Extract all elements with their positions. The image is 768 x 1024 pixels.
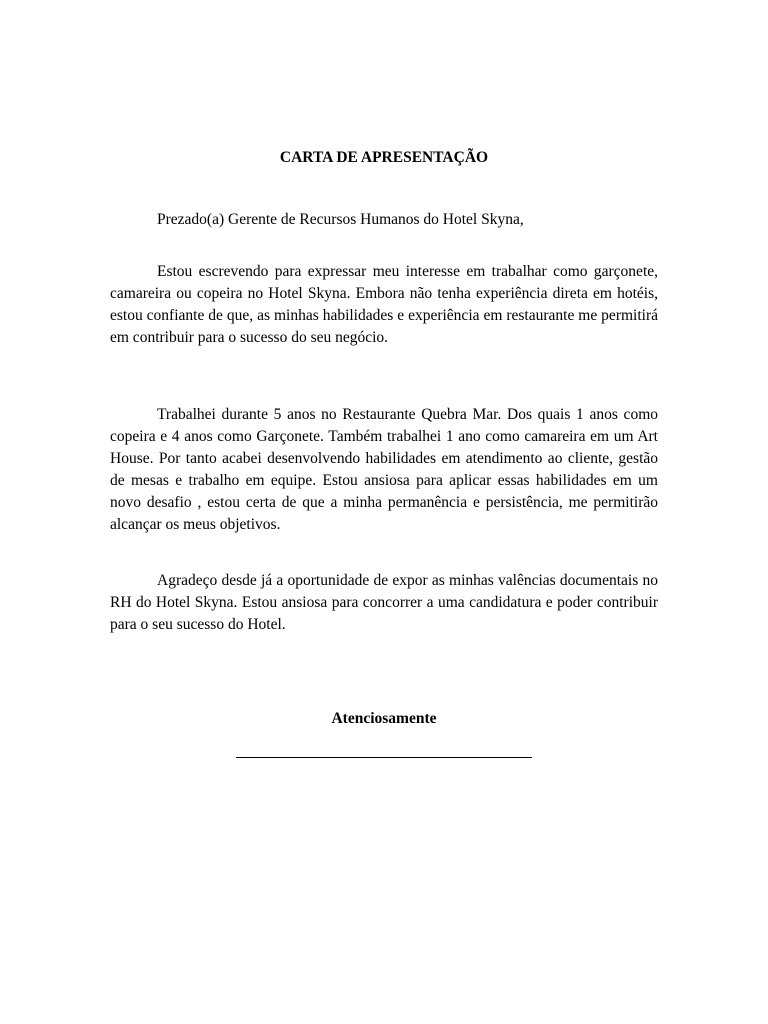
letter-closing: Atenciosamente [331, 710, 437, 727]
letter-greeting: Prezado(a) Gerente de Recursos Humanos do Hotel Skyna, [157, 211, 524, 228]
letter-paragraph-2: Trabalhei durante 5 anos no Restaurante Quebra Mar. Dos quais 1 anos como copeira e 4 anos como Garçonete. Também trabalhei 1 ano como camareira em um Art House. Por tanto acabei desenvolvendo habilidades em atendimento ao cliente, gestão de mesas e trabalho em equipe. Estou ansiosa para aplicar essas habilidades em um novo desafio , estou certa de que a minha permanência e persistência, me permitirão alcançar os meus objetivos. [110, 406, 658, 533]
signature-line [236, 757, 532, 758]
letter-title: CARTA DE APRESENTAÇÃO [279, 149, 489, 166]
letter-paragraph-3: Agradeço desde já a oportunidade de expor as minhas valências documentais no RH do Hotel Skyna. Estou ansiosa para concorrer a uma candidatura e poder contribuir para o seu sucesso do Hotel. [110, 572, 658, 633]
letter-paragraph-1: Estou escrevendo para expressar meu interesse em trabalhar como garçonete, camareira ou copeira no Hotel Skyna. Embora não tenha experiência direta em hotéis, estou confiante de que, as minhas habilidades e experiência em restaurante me permitirá em contribuir para o sucesso do seu negócio. [110, 263, 658, 346]
